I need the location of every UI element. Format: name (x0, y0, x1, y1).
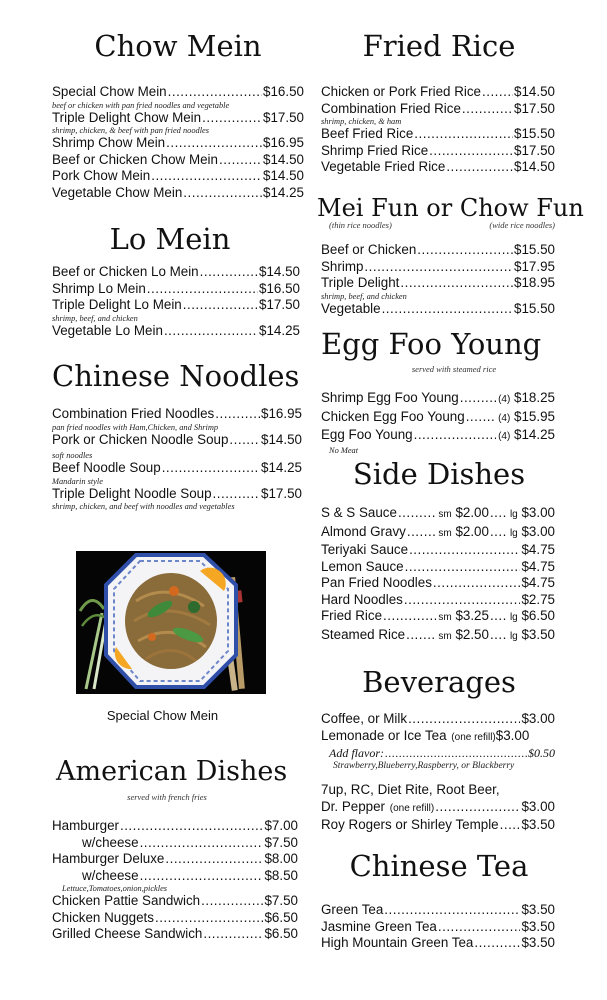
add-flavor-line: Add flavor: ..... $0.50 (321, 746, 555, 761)
section-subtitle: served with steamed rice (411, 364, 497, 374)
menu-item: Roy Rogers or Shirley Temple ..... $3.50 (321, 817, 555, 834)
item-note: pan fried noodles with Ham,Chicken, and Shrimp (52, 422, 219, 432)
egg-foo-young-section (321, 327, 557, 374)
menu-item: Teriyaki Sauce ..... $4.75 (321, 542, 555, 559)
chinese-tea-section (321, 849, 557, 883)
beverages-list (321, 711, 555, 834)
menu-item: Chicken Pattie Sandwich ..... $7.50 (52, 893, 298, 910)
chinese-noodles-section (52, 359, 300, 393)
menu-item: Vegetable ..... $15.50 (321, 301, 555, 318)
fried-rice-section (321, 29, 557, 63)
menu-item: Vegetable Fried Rice ..... $14.50 (321, 159, 555, 176)
menu-item: Shrimp Fried Rice ..... $17.50 (321, 143, 555, 160)
menu-item: Lemonade or Ice Tea (one refill) $3.00 (321, 727, 530, 743)
menu-item: Fried Rice ..... sm $3.25 ..... lg $6.50 (321, 608, 555, 627)
menu-item: Green Tea ..... $3.50 (321, 902, 555, 919)
thin-noodles-note: (thin rice noodles) (329, 220, 392, 230)
item-note: No Meat (329, 445, 359, 455)
wide-noodles-note: (wide rice noodles) (489, 220, 555, 230)
menu-item: Hard Noodles ..... $2.75 (321, 592, 555, 609)
menu-item: Shrimp Egg Foo Young ..... (4) $18.25 (321, 390, 555, 409)
mei-fun-section (317, 194, 584, 230)
american-dishes-section (52, 758, 304, 802)
menu-item: Jasmine Green Tea ..... $3.50 (321, 919, 555, 936)
item-note: shrimp, beef, and chicken (321, 291, 407, 301)
menu-item: Beef Noodle Soup ..... $14.25 (52, 460, 302, 477)
menu-item: Coffee, or Milk ..... $3.00 (321, 711, 555, 728)
menu-item: Pork or Chicken Noodle Soup ..... $14.50 (52, 432, 302, 449)
menu-item: Combination Fried Noodles ..... $16.95 (52, 406, 302, 423)
menu-item: w/cheese ..... $8.50 (52, 868, 298, 885)
section-title: Mei Fun or Chow Fun (317, 194, 584, 222)
soda-line: 7up, RC, Diet Rite, Root Beer, (321, 782, 500, 797)
menu-item: Almond Gravy ..... sm $2.00 ..... lg $3.00 (321, 524, 555, 543)
photo-caption: Special Chow Mein (106, 708, 219, 723)
menu-item: Hamburger Deluxe ..... $8.00 (52, 851, 298, 868)
menu-item: Pan Fried Noodles ..... $4.75 (321, 575, 555, 592)
menu-item: S & S Sauce ..... sm $2.00 ..... lg $3.00 (321, 505, 555, 524)
dish-photo (76, 551, 266, 694)
mei-fun-list (321, 242, 555, 317)
item-note: beef or chicken with pan fried noodles and vegetable (52, 100, 230, 110)
menu-item: Beef or Chicken Chow Mein ..... $14.50 (52, 152, 304, 169)
item-note: shrimp, beef, and chicken (52, 313, 138, 323)
chow-mein-plate-image (76, 551, 266, 694)
section-title: Side Dishes (352, 457, 526, 491)
menu-item: Shrimp Chow Mein ..... $16.95 (52, 135, 304, 152)
chow-mein-section (52, 29, 304, 63)
menu-item: High Mountain Green Tea ..... $3.50 (321, 935, 555, 952)
menu-item: Triple Delight Noodle Soup ..... $17.50 (52, 486, 302, 503)
menu-item: Egg Foo Young ..... (4) $14.25 (321, 427, 555, 446)
item-note: Lettuce,Tomatoes,onion,pickles (62, 884, 168, 893)
menu-item: Beef or Chicken ..... $15.50 (321, 242, 555, 259)
menu-item: w/cheese ..... $7.50 (52, 835, 298, 852)
menu-item: Shrimp Lo Mein ..... $16.50 (52, 281, 300, 298)
menu-item: Pork Chow Mein ..... $14.50 (52, 168, 304, 185)
section-title: Beverages (362, 665, 516, 699)
menu-item: Vegetable Lo Mein ..... $14.25 (52, 323, 300, 340)
item-note: Mandarin style (52, 476, 103, 486)
american-list (52, 818, 298, 943)
section-title: Chinese Noodles (52, 359, 300, 393)
menu-item: Steamed Rice ..... sm $2.50 ..... lg $3.50 (321, 627, 555, 646)
menu-item: Grilled Cheese Sandwich ..... $6.50 (52, 926, 298, 943)
item-note: shrimp, chicken, & ham (321, 117, 402, 126)
lo-mein-section (52, 222, 288, 256)
lo-mein-list (52, 264, 300, 339)
menu-item: Combination Fried Rice ..... $17.50 (321, 101, 555, 118)
spacer (321, 772, 555, 782)
section-title: Chow Mein (94, 29, 262, 63)
fried-rice-list (321, 84, 555, 176)
chinese-tea-list (321, 902, 555, 952)
side-dishes-section (321, 457, 557, 491)
menu-item: Chicken or Pork Fried Rice ..... $14.50 (321, 84, 555, 101)
chow-mein-list (52, 84, 304, 201)
egg-foo-young-list (321, 390, 555, 455)
menu-item: Triple Delight Lo Mein ..... $17.50 (52, 297, 300, 314)
menu-item: Hamburger ..... $7.00 (52, 818, 298, 835)
item-note: soft noodles (52, 451, 93, 460)
menu-item: Special Chow Mein ..... $16.50 (52, 84, 304, 101)
section-title: Egg Foo Young (321, 327, 542, 361)
flavor-list: Strawberry,Blueberry,Raspberry, or Blackberry (333, 761, 515, 771)
item-note: shrimp, chicken, and beef with noodles and vegetables (52, 502, 235, 511)
section-title: Lo Mein (109, 222, 231, 256)
section-subtitle: served with french fries (127, 792, 207, 802)
menu-item: Dr. Pepper (one refill) ..... $3.00 (321, 799, 555, 818)
menu-item: Chicken Egg Foo Young ..... (4) $15.95 (321, 409, 555, 428)
side-dishes-list (321, 505, 555, 645)
menu-item: Triple Delight ..... $18.95 (321, 275, 555, 292)
menu-item: Beef Fried Rice ..... $15.50 (321, 126, 555, 143)
menu-item: Beef or Chicken Lo Mein ..... $14.50 (52, 264, 300, 281)
item-note: shrimp, chicken, & beef with pan fried noodles (52, 126, 210, 135)
section-title: American Dishes (56, 756, 288, 787)
menu-item: Shrimp ..... $17.95 (321, 259, 555, 276)
menu-item: Lemon Sauce ..... $4.75 (321, 559, 555, 576)
beverages-section (321, 665, 557, 699)
menu-item: Chicken Nuggets ..... $6.50 (52, 910, 298, 927)
chinese-noodles-list (52, 406, 302, 511)
menu-item: Triple Delight Chow Mein ..... $17.50 (52, 110, 304, 127)
section-title: Fried Rice (362, 29, 516, 63)
menu-item: Vegetable Chow Mein ..... $14.25 (52, 185, 304, 202)
section-title: Chinese Tea (349, 849, 529, 883)
